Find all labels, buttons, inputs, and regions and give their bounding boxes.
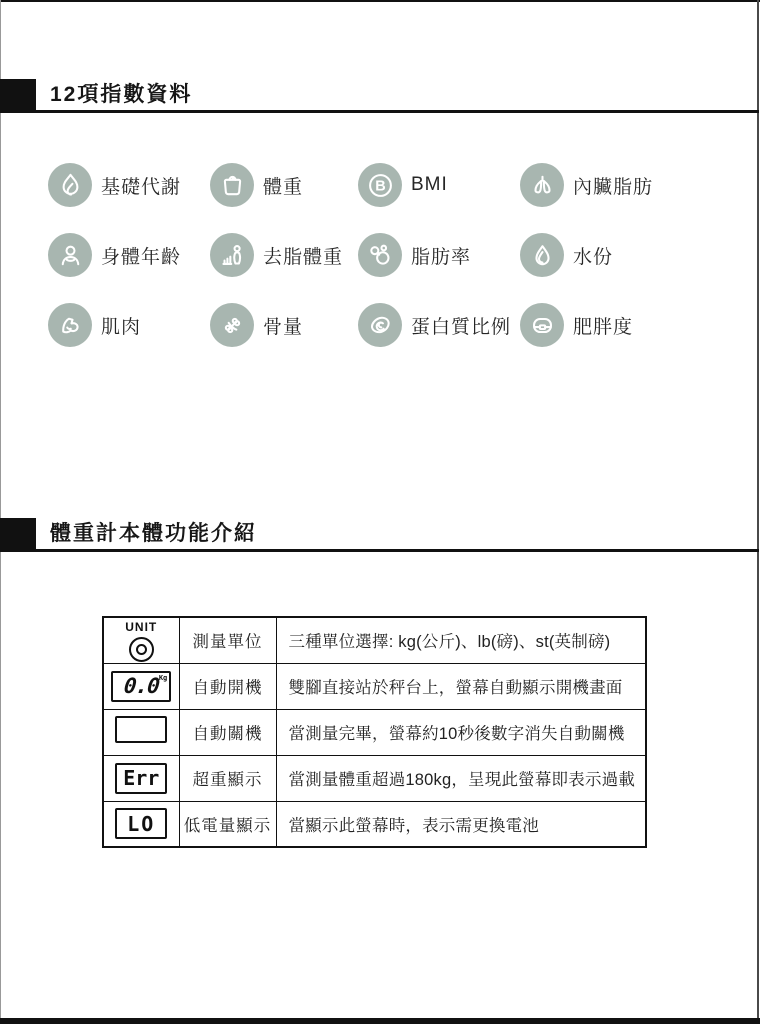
index-item-label: BMI	[411, 174, 448, 195]
weight-scale-icon	[210, 163, 254, 207]
index-item	[48, 303, 141, 347]
function-description: 當測量體重超過180kg，呈現此螢幕即表示過載	[276, 755, 646, 801]
index-item-label: 去脂體重	[263, 246, 344, 268]
lcd-value: LO	[115, 808, 167, 839]
function-description: 雙腳直接站於秤台上，螢幕自動顯示開機畫面	[276, 663, 646, 709]
lcd-error-icon	[103, 755, 179, 801]
table-row	[103, 709, 646, 755]
index-item-label: 體重	[263, 176, 304, 198]
lcd-blank-icon	[103, 709, 179, 755]
table-row	[103, 663, 646, 709]
lcd-low-battery-icon	[103, 801, 179, 847]
index-grid-row	[0, 163, 760, 207]
lcd-power-on-icon	[103, 663, 179, 709]
page-border-left	[0, 0, 1, 1018]
index-item-label: 肌肉	[101, 316, 142, 338]
index-item	[210, 163, 303, 207]
lcd-unit-label: Kg	[158, 673, 168, 682]
table-row	[103, 755, 646, 801]
protein-icon	[358, 303, 402, 347]
svg-text:B: B	[374, 178, 386, 195]
lcd-value: 0.0	[122, 674, 160, 698]
obesity-belt-icon	[520, 303, 564, 347]
function-name: 測量單位	[179, 617, 276, 663]
index-item-label: 水份	[573, 246, 614, 268]
index-grid-row	[0, 303, 760, 347]
index-item-label: 骨量	[263, 316, 304, 338]
function-name: 超重顯示	[179, 755, 276, 801]
section-rule	[0, 549, 759, 552]
index-item	[358, 163, 448, 207]
bone-icon	[210, 303, 254, 347]
muscle-arm-icon	[48, 303, 92, 347]
function-description: 當顯示此螢幕時，表示需更換電池	[276, 801, 646, 847]
index-item	[210, 303, 303, 347]
unit-label: UNIT	[125, 619, 158, 634]
page-border-bottom	[0, 1018, 760, 1024]
index-item-label: 身體年齡	[101, 246, 182, 268]
index-item	[358, 233, 471, 277]
index-item-label: 基礎代謝	[101, 176, 182, 198]
index-grid-row	[0, 233, 760, 277]
section-marker	[0, 79, 36, 113]
index-item	[520, 163, 653, 207]
page-border-right	[757, 0, 759, 1018]
function-table	[102, 616, 647, 848]
index-item	[210, 233, 343, 277]
index-item	[520, 303, 633, 347]
section-title-indices: 12項指數資料	[50, 83, 193, 106]
function-name: 低電量顯示	[179, 801, 276, 847]
function-name: 自動開機	[179, 663, 276, 709]
section-rule	[0, 110, 759, 113]
unit-dial-icon	[129, 637, 154, 662]
bmi-icon	[358, 163, 402, 207]
index-item	[358, 303, 511, 347]
body-age-icon	[48, 233, 92, 277]
page-border-top	[0, 0, 760, 2]
unit-selector-icon	[103, 617, 179, 663]
fat-molecule-icon	[358, 233, 402, 277]
index-item-label: 內臟脂肪	[573, 176, 654, 198]
index-item-label: 肥胖度	[573, 316, 634, 338]
lungs-icon	[520, 163, 564, 207]
function-description: 三種單位選擇: kg(公斤)、lb(磅)、st(英制磅)	[276, 617, 646, 663]
lean-mass-icon	[210, 233, 254, 277]
water-drop-icon	[520, 233, 564, 277]
index-item-label: 蛋白質比例	[411, 316, 512, 338]
function-description: 當測量完畢，螢幕約10秒後數字消失自動關機	[276, 709, 646, 755]
function-name: 自動關機	[179, 709, 276, 755]
index-item-label: 脂肪率	[411, 246, 472, 268]
table-row	[103, 801, 646, 847]
index-item	[48, 163, 181, 207]
flame-icon	[48, 163, 92, 207]
lcd-value: Err	[115, 763, 167, 794]
index-item	[48, 233, 181, 277]
table-row	[103, 617, 646, 663]
section-marker	[0, 518, 36, 552]
index-item	[520, 233, 613, 277]
section-title-functions: 體重計本體功能介紹	[50, 522, 257, 545]
